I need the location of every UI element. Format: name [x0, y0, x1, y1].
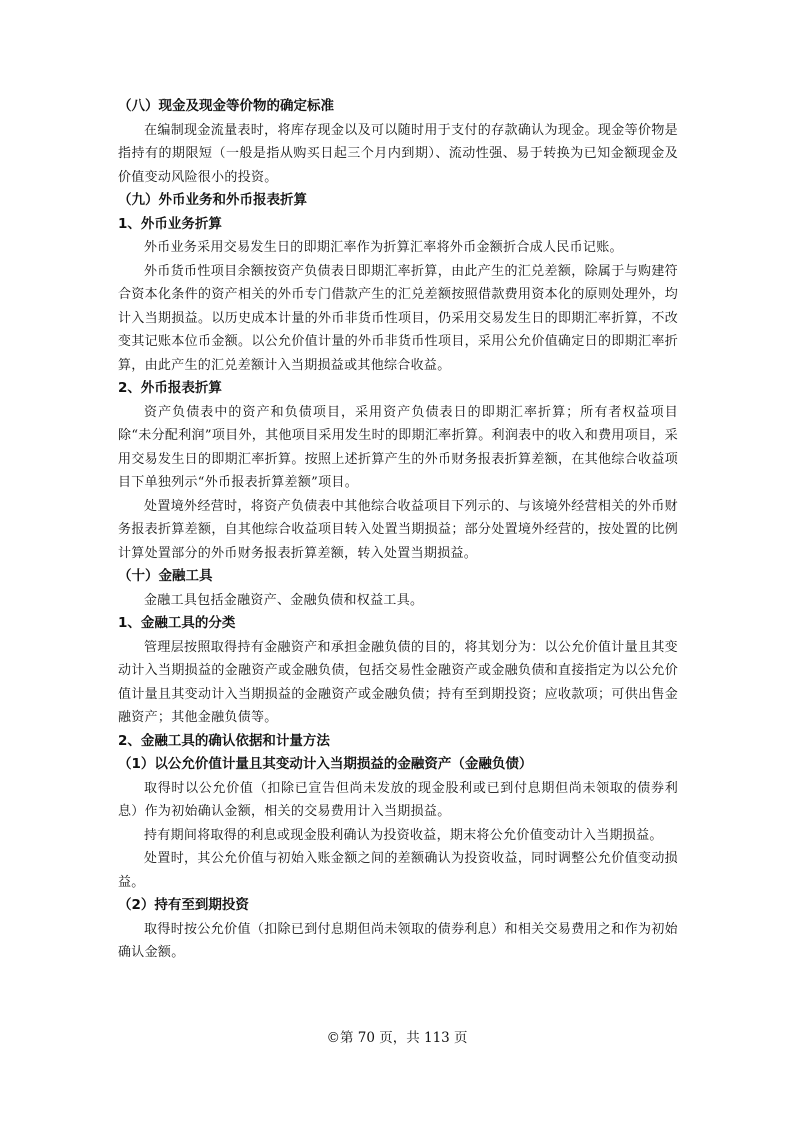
body-paragraph: 处置境外经营时，将资产负债表中其他综合收益项目下列示的、与该境外经营相关的外币财务报表折算差额，自其他综合收益项目转入处置当期损益；部分处置境外经营的，按处置的比例计算处置部分的外币财务报表折算差额，转入处置当期损益。	[118, 498, 678, 561]
body-paragraph: 外币业务采用交易发生日的即期汇率作为折算汇率将外币金额折合成人民币记账。	[144, 240, 623, 255]
section-heading: 2、外币报表折算	[118, 380, 222, 396]
body-paragraph: 金融工具包括金融资产、金融负债和权益工具。	[144, 592, 424, 608]
section-heading: 2、金融工具的确认依据和计量方法	[118, 732, 330, 749]
section-heading: 1、金融工具的分类	[118, 615, 236, 631]
body-paragraph: 处置时，其公允价值与初始入账金额之间的差额确认为投资收益，同时调整公允价值变动损益。	[118, 851, 678, 890]
body-paragraph: 在编制现金流量表时，将库存现金以及可以随时用于支付的存款确认为现金。现金等价物是指持有的期限短（一般是指从购买日起三个月内到期）、流动性强、易于转换为已知金额现金及价值变动风险很小的投资。	[118, 122, 678, 185]
body-paragraph: 取得时以公允价值（扣除已宣告但尚未发放的现金股利或已到付息期但尚未领取的债券利息）作为初始确认金额，相关的交易费用计入当期损益。	[118, 780, 678, 819]
section-heading: （八）现金及现金等价物的确定标准	[118, 98, 334, 114]
page-content	[118, 95, 678, 965]
page-footer: ©第 70 页，共 113 页	[326, 1030, 468, 1046]
body-paragraph: 外币货币性项目余额按资产负债表日即期汇率折算，由此产生的汇兑差额，除属于与购建符合资本化条件的资产相关的外币专门借款产生的汇兑差额按照借款费用资本化的原则处理外，均计入当期损益。以历史成本计量的外币非货币性项目，仍采用交易发生日的即期汇率折算，不改变其记账本位币金额。以公允价值计量的外币非货币性项目，采用公允价值确定日的即期汇率折算，由此产生的汇兑差额计入当期损益或其他综合收益。	[118, 263, 678, 373]
body-paragraph: 管理层按照取得持有金融资产和承担金融负债的目的，将其划分为：以公允价值计量且其变动计入当期损益的金融资产或金融负债，包括交易性金融资产或金融负债和直接指定为以公允价值计量且其变动计入当期损益的金融资产或金融负债；持有至到期投资；应收款项；可供出售金融资产；其他金融负债等。	[118, 639, 678, 725]
body-paragraph: 持有期间将取得的利息或现金股利确认为投资收益，期末将公允价值变动计入当期损益。	[144, 827, 663, 843]
section-heading: （十）金融工具	[118, 568, 213, 584]
section-heading: （2）持有至到期投资	[118, 897, 249, 913]
section-heading: （1）以公允价值计量且其变动计入当期损益的金融资产（金融负债）	[118, 756, 533, 772]
body-paragraph: 取得时按公允价值（扣除已到付息期但尚未领取的债券利息）和相关交易费用之和作为初始确认金额。	[118, 921, 678, 960]
section-heading: （九）外币业务和外币报表折算	[118, 192, 307, 208]
body-paragraph: 资产负债表中的资产和负债项目，采用资产负债表日的即期汇率折算；所有者权益项目除“未分配利润”项目外，其他项目采用发生时的即期汇率折算。利润表中的收入和费用项目，采用交易发生日的即期汇率折算。按照上述折算产生的外币财务报表折算差额，在其他综合收益项目下单独列示“外币报表折算差额”项目。	[118, 404, 678, 490]
section-heading: 1、外币业务折算	[118, 215, 222, 232]
